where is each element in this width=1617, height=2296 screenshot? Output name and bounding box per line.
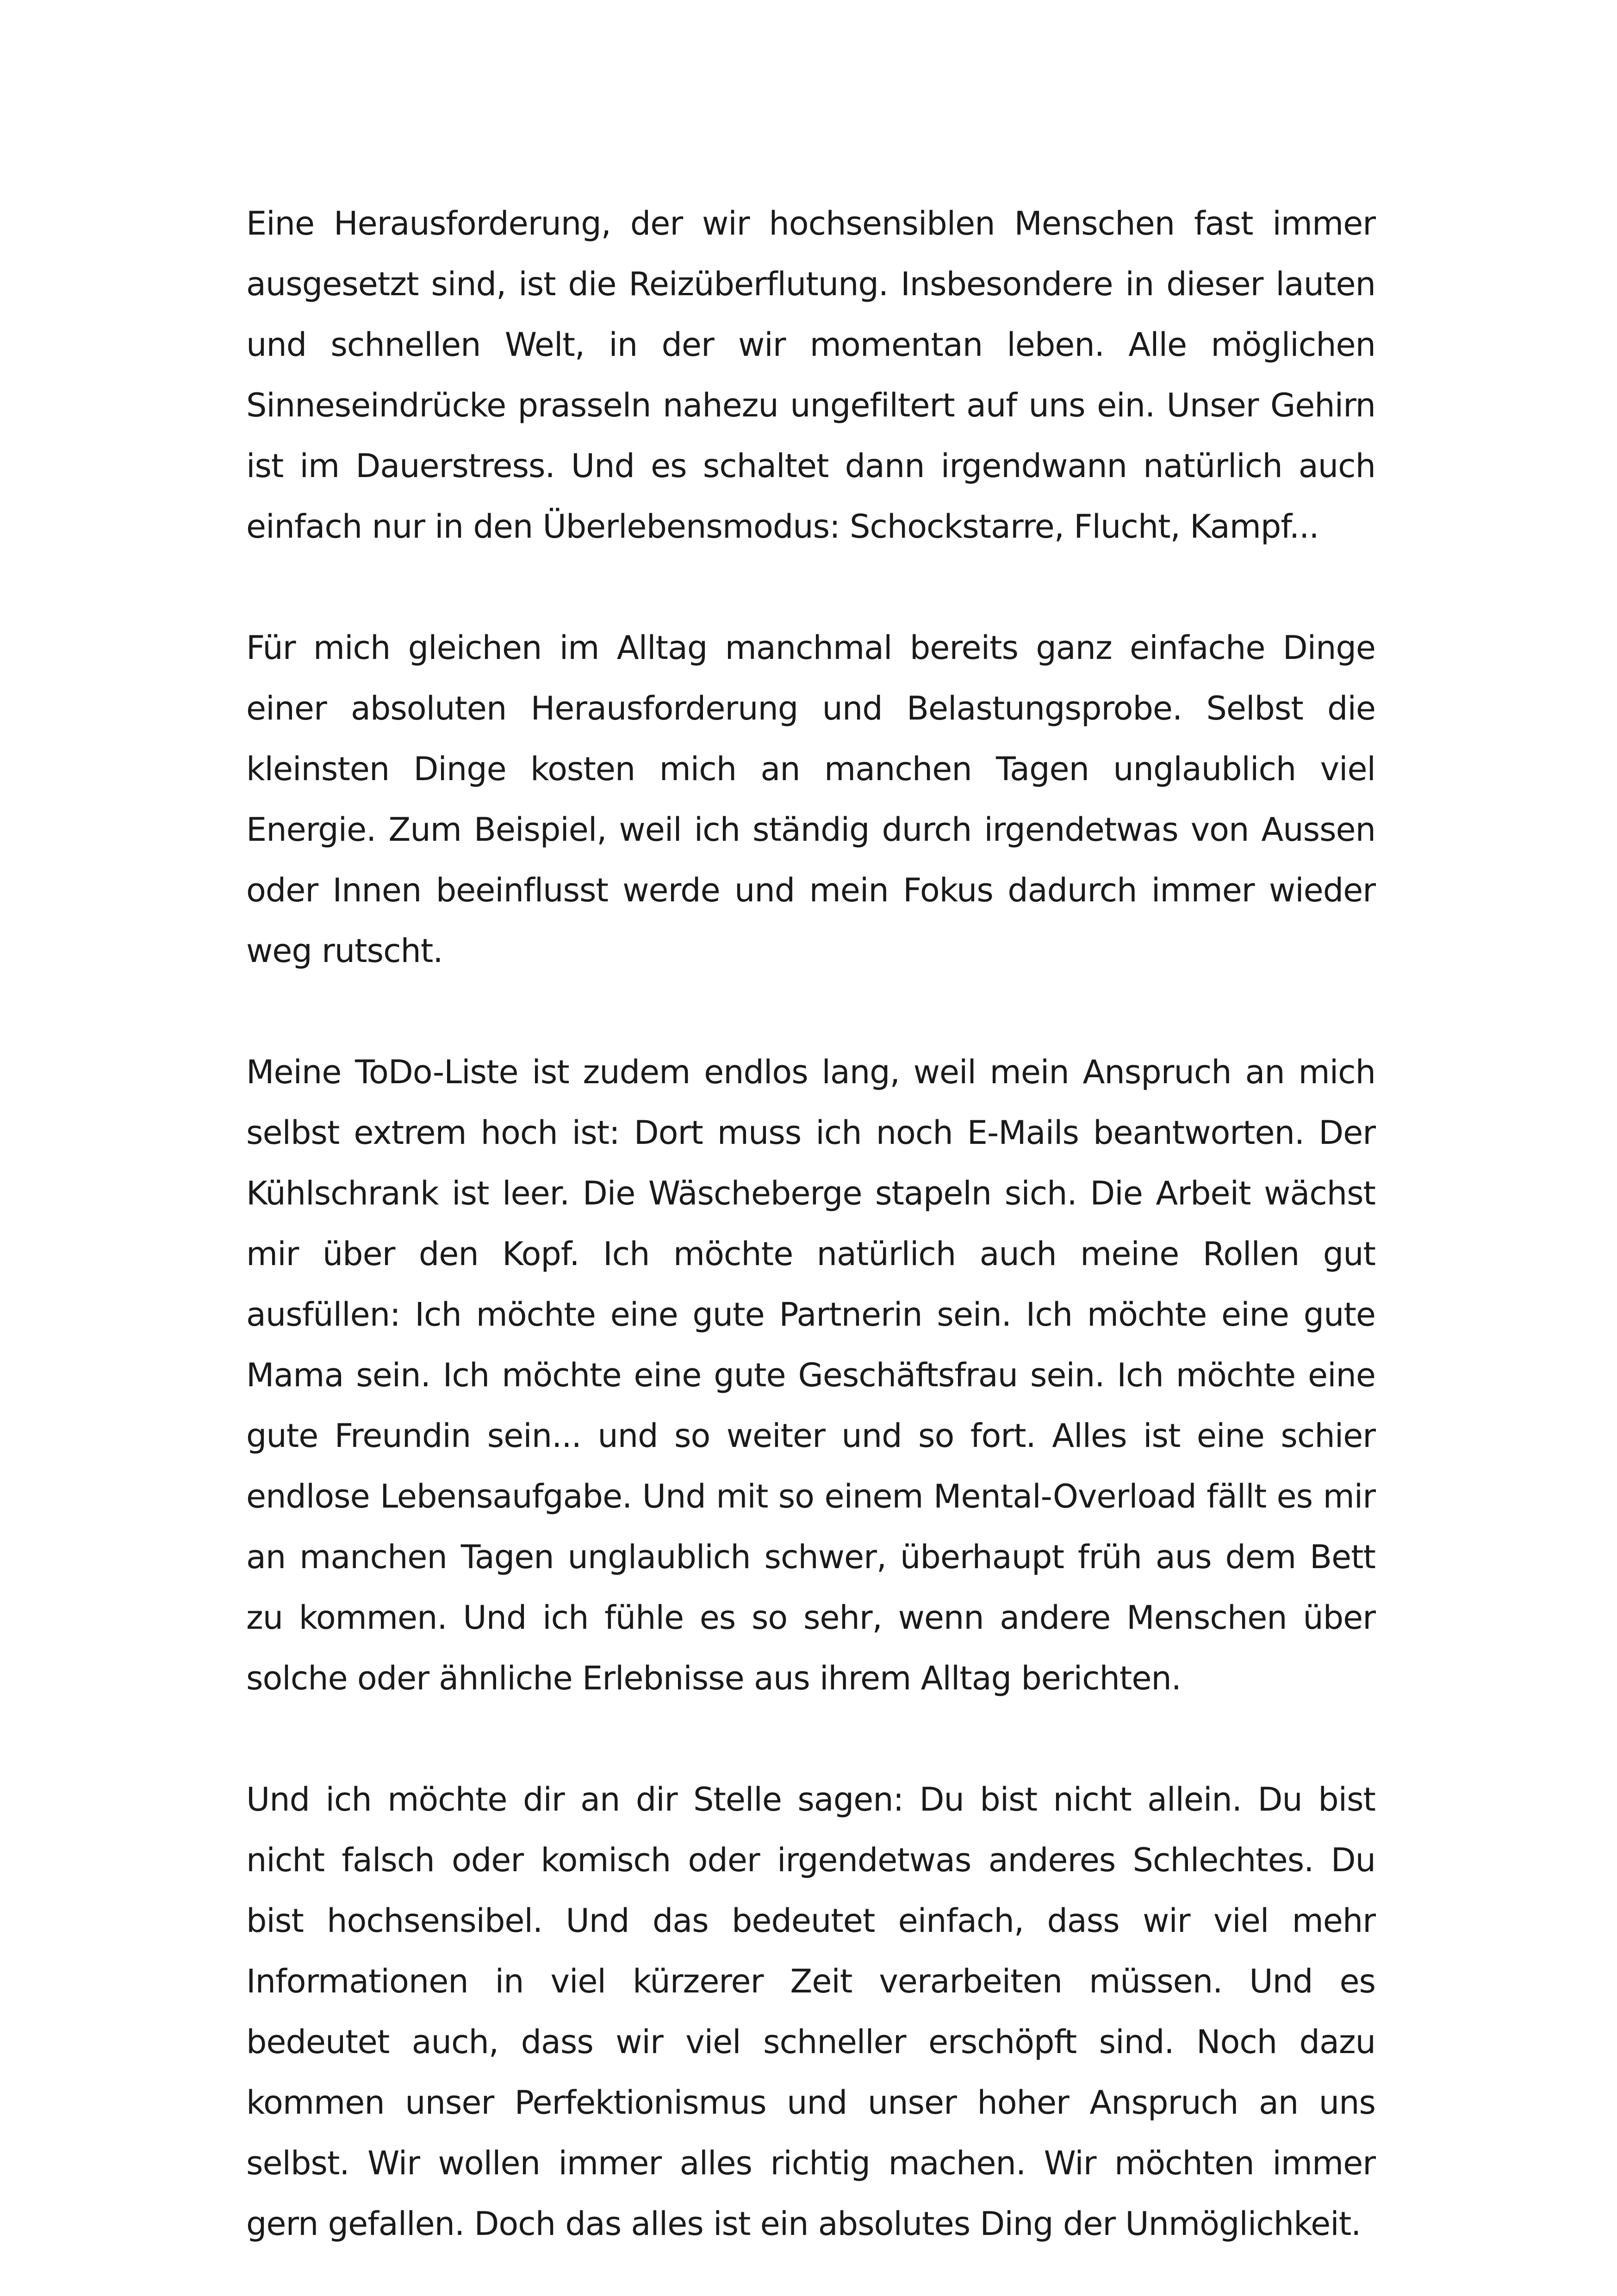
paragraph-2: Für mich gleichen im Alltag manchmal bereits ganz einfache Dinge einer absoluten Herausforderung und Belastungsprobe. Selbst die kleinsten Dinge kosten mich an manchen Tagen unglaublich viel Energie. Zum Beispiel, weil ich ständig durch irgendetwas von Aussen oder Innen beeinflusst werde und mein Fokus dadurch immer wieder weg rutscht. (246, 629, 1375, 970)
paragraph-3: Meine ToDo-Liste ist zudem endlos lang, weil mein Anspruch an mich selbst extrem hoch ist: Dort muss ich noch E-Mails beantworten. Der Kühlschrank ist leer. Die Wäscheberge stapeln sich. Die Arbeit wächst mir über den Kopf. Ich möchte natürlich auch meine Rollen gut ausfüllen: Ich möchte eine gute Partnerin sein. Ich möchte eine gute Mama sein. Ich möchte eine gute Geschäftsfrau sein. Ich möchte eine gute Freundin sein... und so weiter und so fort. Alles ist eine schier endlose Lebensaufgabe. Und mit so einem Mental-Overload fällt es mir an manchen Tagen unglaublich schwer, überhaupt früh aus dem Bett zu kommen. Und ich fühle es so sehr, wenn andere Menschen über solche oder ähnliche Erlebnisse aus ihrem Alltag berichten. (246, 1053, 1375, 1697)
paragraph-4: Und ich möchte dir an dir Stelle sagen: Du bist nicht allein. Du bist nicht falsch oder komisch oder irgendetwas anderes Schlechtes. Du bist hochsensibel. Und das bedeutet einfach, dass wir viel mehr Informationen in viel kürzerer Zeit verarbeiten müssen. Und es bedeutet auch, dass wir viel schneller erschöpft sind. Noch dazu kommen unser Perfektionismus und unser hoher Anspruch an uns selbst. Wir wollen immer alles richtig machen. Wir möchten immer gern gefallen. Doch das alles ist ein absolutes Ding der Unmöglichkeit. (246, 1781, 1375, 2243)
body-text (246, 193, 1375, 2254)
paragraph-1: Eine Herausforderung, der wir hochsensiblen Menschen fast immer ausgesetzt sind, ist die Reizüberflutung. Insbesondere in dieser lauten und schnellen Welt, in der wir momentan leben. Alle möglichen Sinneseindrücke prasseln nahezu ungefiltert auf uns ein. Unser Gehirn ist im Dauerstress. Und es schaltet dann irgendwann natürlich auch einfach nur in den Überlebensmodus: Schockstarre, Flucht, Kampf... (246, 205, 1375, 546)
